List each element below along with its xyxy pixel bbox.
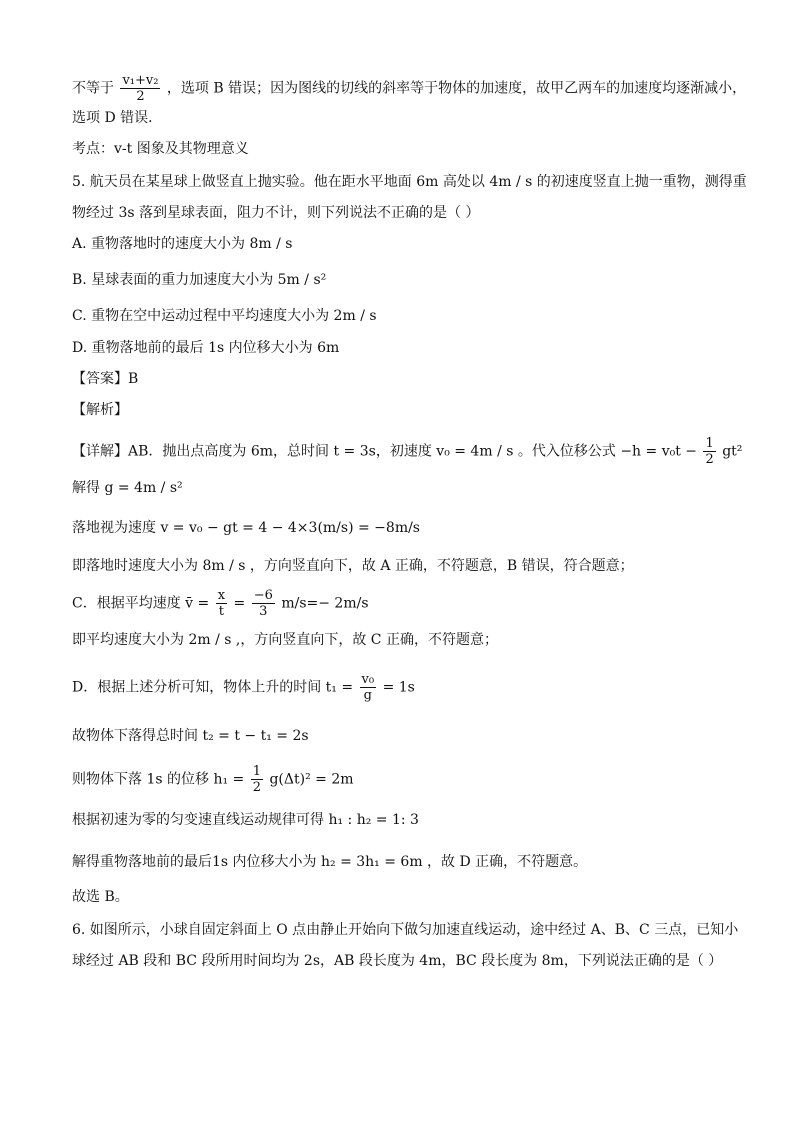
q5-d-solve: 解得重物落地前的最后1s 内位移大小为 h₂ = 3h₁ = 6m ，故 D 正确，不符题意。 bbox=[72, 854, 588, 870]
intro-line-2: 选项 D 错误． bbox=[72, 110, 163, 126]
q5-option-a: A. 重物落地时的速度大小为 8m / s bbox=[72, 236, 293, 252]
q5-v-land: 落地视为速度 v = v₀ − gt = 4 − 4×3(m/s) = −8m/s bbox=[72, 520, 420, 536]
intro-post: ，选项 B 错误；因为图线的切线的斜率等于物体的加速度，故甲乙两车的加速度均逐渐减小， bbox=[166, 80, 747, 97]
q5-detail-c bbox=[72, 588, 369, 619]
q6-stem-line-2: 球经过 AB 段和 BC 段所用时间均为 2s，AB 段长度为 4m，BC 段长度为 8m，下列说法正确的是（ ） bbox=[72, 953, 723, 969]
q5-answer: 【答案】B bbox=[72, 371, 139, 387]
c-mid: = bbox=[233, 595, 246, 612]
fraction-numerator: 1 bbox=[705, 436, 714, 451]
q5-option-d: D. 重物落地前的最后 1s 内位移大小为 6m bbox=[72, 340, 340, 356]
fraction-denominator: 2 bbox=[705, 452, 714, 467]
q5-d-displacement bbox=[72, 764, 354, 795]
fraction-numerator: 1 bbox=[252, 764, 261, 779]
q5-option-c: C. 重物在空中运动过程中平均速度大小为 2m / s bbox=[72, 308, 377, 324]
fraction-v1-plus-v2-over-2 bbox=[120, 73, 160, 104]
fraction-numerator: x bbox=[217, 588, 226, 603]
fraction-numerator: v₁+v₂ bbox=[122, 73, 159, 88]
detail-ab-text: 【详解】AB．抛出点高度为 6m，总时间 t = 3s，初速度 v₀ = 4m / s 。代入位移公式 −h = v₀t − bbox=[72, 443, 698, 460]
q5-analysis-label: 【解析】 bbox=[72, 402, 128, 418]
q5-choose: 故选 B。 bbox=[72, 889, 129, 905]
fraction-denominator: 3 bbox=[259, 604, 268, 619]
c-post: m/s=− 2m/s bbox=[281, 595, 369, 612]
q5-d-ratio: 根据初速为零的匀变速直线运动规律可得 h₁ : h₂ = 1: 3 bbox=[72, 812, 419, 828]
fraction-numerator: −6 bbox=[253, 588, 273, 603]
d-disp-post: g(Δt)² = 2m bbox=[269, 771, 354, 788]
fraction-denominator: g bbox=[363, 688, 372, 703]
fraction-denominator: 2 bbox=[136, 89, 145, 104]
q5-conclusion-c: 即平均速度大小为 2m / s ,，方向竖直向下，故 C 正确，不符题意； bbox=[72, 632, 498, 648]
fraction-numerator: v₀ bbox=[361, 672, 375, 687]
fraction-one-half-disp bbox=[251, 764, 263, 795]
q5-solve-g: 解得 g = 4m / s² bbox=[72, 480, 183, 496]
fraction-minus6-over-3 bbox=[252, 588, 275, 619]
d-disp-pre: 则物体下落 1s 的位移 h₁ = bbox=[72, 771, 245, 788]
fraction-v0-over-g bbox=[360, 672, 377, 703]
d-post: = 1s bbox=[382, 679, 415, 696]
q5-conclusion-ab: 即落地时速度大小为 8m / s ，方向竖直向下，故 A 正确，不符题意，B 错误，符合题意； bbox=[72, 558, 634, 574]
q5-detail-ab bbox=[72, 436, 742, 467]
q5-stem-line-1: 5. 航天员在某星球上做竖直上抛实验。他在距水平地面 6m 高处以 4m / s 的初速度竖直上抛一重物，测得重 bbox=[72, 174, 747, 190]
d-pre: D．根据上述分析可知，物体上升的时间 t₁ = bbox=[72, 679, 354, 696]
c-pre: C．根据平均速度 v̄ = bbox=[72, 595, 210, 612]
q6-stem-line-1: 6. 如图所示，小球自固定斜面上 O 点由静止开始向下做匀加速直线运动，途中经过 A、B、C 三点，已知小 bbox=[72, 922, 739, 938]
q5-stem-line-2: 物经过 3s 落到星球表面，阻力不计，则下列说法不正确的是（ ） bbox=[72, 205, 480, 221]
fraction-x-over-t bbox=[216, 588, 227, 619]
kaodian-line: 考点：v-t 图象及其物理意义 bbox=[72, 141, 249, 157]
fraction-one-half bbox=[703, 436, 715, 467]
detail-ab-tail: gt² bbox=[722, 443, 743, 460]
fraction-denominator: 2 bbox=[252, 780, 261, 795]
q5-d-fall: 故物体下落得总时间 t₂ = t − t₁ = 2s bbox=[72, 728, 309, 744]
q5-detail-d bbox=[72, 672, 415, 703]
intro-pre: 不等于 bbox=[72, 80, 114, 97]
fraction-denominator: t bbox=[218, 604, 224, 619]
intro-line-1 bbox=[72, 73, 746, 104]
q5-option-b: B. 星球表面的重力加速度大小为 5m / s² bbox=[72, 272, 327, 288]
